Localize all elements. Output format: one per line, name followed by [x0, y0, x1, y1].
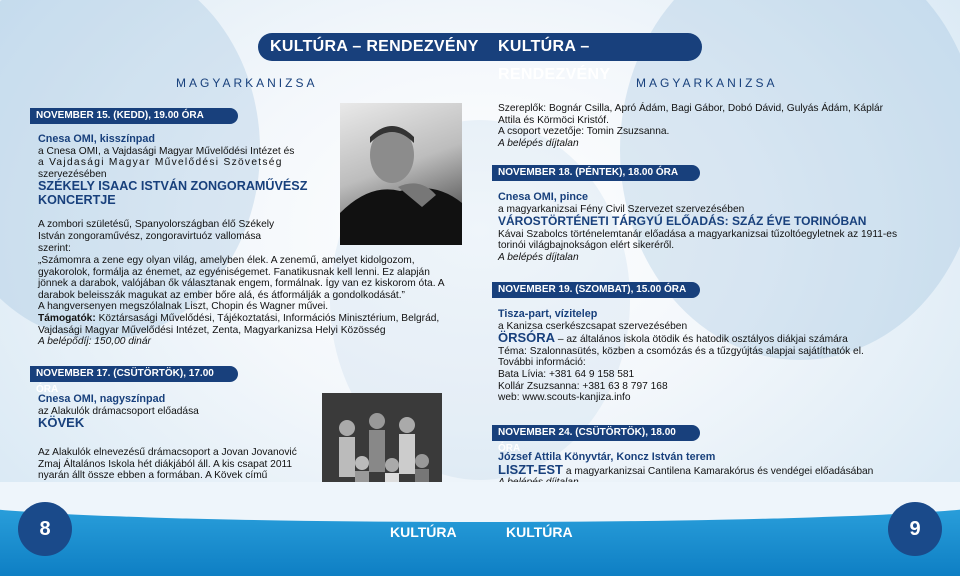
- event-description: szerint:: [38, 242, 71, 254]
- event-block: [38, 134, 338, 254]
- footer-label-right: KULTÚRA: [506, 524, 573, 540]
- footer-label-left: KULTÚRA: [390, 524, 457, 540]
- event-organizer: a Kanizsa cserkészcsapat szervezésében: [498, 320, 688, 332]
- website-link[interactable]: web: www.scouts-kanjiza.info: [498, 392, 631, 404]
- event-date-bar: NOVEMBER 15. (KEDD), 19.00 ÓRA: [30, 108, 238, 124]
- event-title: SZÉKELY ISAAC ISTVÁN ZONGORAMŰVÉSZ: [38, 179, 308, 194]
- cast-list: Attila és Körmöci Kristóf.: [498, 114, 609, 126]
- quote-line: „Számomra a zene egy olyan világ, amelyben élek. A zenemű, amelyet kidolgozom,: [38, 255, 415, 266]
- event-description: torinói világbajnokságon elért sikeréről.: [498, 240, 675, 252]
- event-organizer: a Vajdasági Magyar Művelődési Szövetség: [38, 157, 283, 169]
- event-price: A belépődíj: 150,00 dinár: [38, 336, 151, 348]
- contact-info: Bata Lívia: +381 64 9 158 581: [498, 368, 635, 380]
- group-leader: A csoport vezetője: Tomin Zsuzsanna.: [498, 126, 670, 138]
- page-number-right: 9: [888, 502, 942, 556]
- event-venue: Cnesa OMI, nagyszínpad: [38, 393, 166, 405]
- cast-list: Szereplők: Bognár Csilla, Apró Ádám, Bagi Gábor, Dobó Dávid, Gulyás Ádám, Káplár: [498, 103, 884, 114]
- quote-line: gyakorolok, formálja az énemet, az egyéniségemet. Fanatikusnak kell lenni. Ez alapján: [38, 266, 430, 278]
- event-description: További információ:: [498, 357, 586, 369]
- event-description: Téma: Szalonnasütés, közben a csomózás és a tűzgyújtás alapjai sajátíthatók el.: [498, 345, 864, 357]
- supporters: Vajdasági Magyar Művelődési Intézet, Zenta, Magyarkanizsa Helyi Közösség: [38, 324, 386, 336]
- event-organizer: szervezésében: [38, 168, 107, 180]
- event-block: [498, 309, 938, 404]
- event-description: Zmaj Általános Iskola hét diákjából áll. A kis csapat 2011: [38, 458, 293, 470]
- contact-info: Kollár Zsuzsanna: +381 63 8 797 168: [498, 380, 668, 392]
- quote-block: [38, 255, 466, 348]
- event-venue: József Attila Könyvtár, Koncz István terem: [498, 451, 716, 463]
- event-date-bar: NOVEMBER 24. (CSÜTÖRTÖK), 18.00 ÓRA: [492, 425, 700, 441]
- header-right-title: KULTÚRA – RENDEZVÉNY: [480, 33, 702, 61]
- free-entry: A belépés díjtalan: [498, 251, 579, 263]
- event-title-line: ÖRSÓRA – az általános iskola ötödik és hatodik osztályos diákjai számára: [498, 330, 848, 346]
- event-block: [38, 394, 318, 429]
- event-title: KÖVEK: [38, 415, 85, 431]
- event-organizer: az Alakulók drámacsoport előadása: [38, 405, 199, 417]
- quote-line: jönnek a darabok, valójában ők választanak engem, formálnak. Így van ez kiskorom óta. A: [38, 278, 445, 290]
- supporters-label: Támogatók:: [38, 312, 96, 324]
- footer-band: [0, 500, 960, 576]
- event-venue: Cnesa OMI, pince: [498, 191, 588, 203]
- event-date-bar: NOVEMBER 17. (CSÜTÖRTÖK), 17.00 ÓRA: [30, 366, 238, 382]
- event-date-bar: NOVEMBER 19. (SZOMBAT), 15.00 ÓRA: [492, 282, 700, 298]
- supporters: Támogatók: Köztársasági Művelődési, Tájékoztatási, Információs Minisztérium, Belgrád,: [38, 312, 440, 324]
- quote-line: darabok beleisszák magukat az ember bőre alá, és átformálják a gondolkodását.”: [38, 289, 405, 301]
- event-title: VÁROSTÖRTÉNETI TÁRGYÚ ELŐADÁS: SZÁZ ÉVE TORINÓBAN: [498, 214, 867, 229]
- event-description: Az Alakulók elnevezésű drámacsoport a Jovan Jovanović: [38, 447, 297, 458]
- event-block: [498, 192, 938, 263]
- event-description: Kávai Szabolcs történelemtanár előadása a magyarkanizsai tűzoltóegyletnek az 1911-es: [498, 228, 898, 240]
- event-description: nyarán állt össze ebben a formában. A Kövek című: [38, 470, 268, 482]
- event-organizer: a Cnesa OMI, a Vajdasági Magyar Művelődési Intézet és: [38, 145, 295, 157]
- event-organizer: a magyarkanizsai Fény Civil Szervezet szervezésében: [498, 203, 745, 215]
- portrait-photo: [340, 103, 462, 245]
- event-description: A zombori születésű, Spanyolországban élő Székely: [38, 219, 275, 231]
- cast-block: [498, 103, 938, 149]
- event-venue: Tisza-part, vízitelep: [498, 308, 598, 320]
- event-title: ÖRSÓRA: [498, 330, 556, 346]
- page-number-left: 8: [18, 502, 72, 556]
- program-note: A hangversenyen megszólalnak Liszt, Chopin és Wagner művei.: [38, 301, 329, 313]
- event-date-bar: NOVEMBER 18. (PÉNTEK), 18.00 ÓRA: [492, 165, 700, 181]
- event-venue: Cnesa OMI, kisszínpad: [38, 133, 155, 145]
- event-description: István zongoraművész, zongoravirtuóz vallomása: [38, 230, 262, 242]
- event-title: LISZT-EST: [498, 461, 563, 477]
- event-title-line: LISZT-EST a magyarkanizsai Cantilena Kamarakórus és vendégei előadásában: [498, 461, 874, 477]
- header-left-title: KULTÚRA – RENDEZVÉNY: [258, 33, 480, 61]
- event-title: KONCERTJE: [38, 192, 116, 207]
- free-entry: A belépés díjtalan: [498, 137, 579, 149]
- region-right: MAGYARKANIZSA: [636, 76, 778, 90]
- region-left: MAGYARKANIZSA: [176, 76, 318, 90]
